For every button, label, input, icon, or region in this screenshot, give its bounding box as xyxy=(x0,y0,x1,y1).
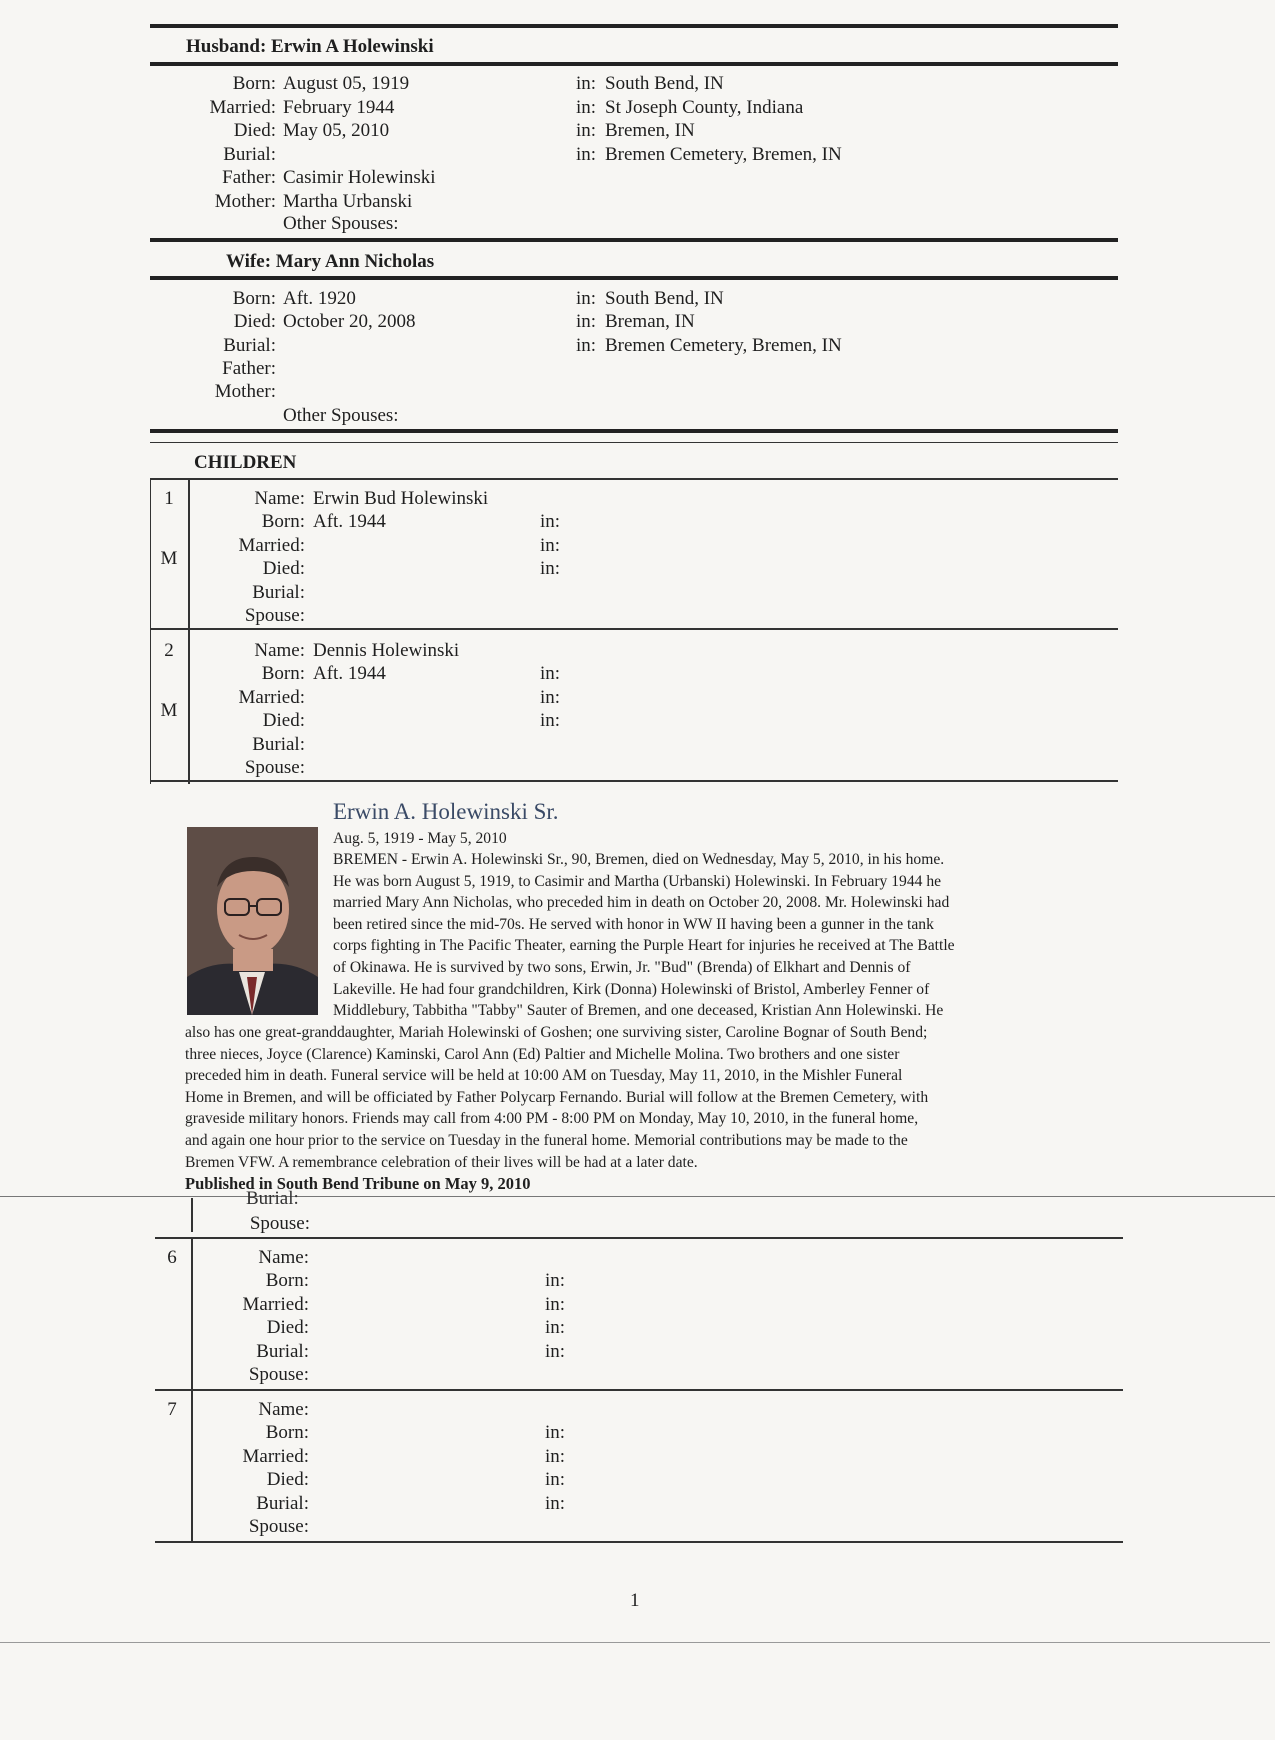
wife-field-value: Aft. 1920 xyxy=(283,288,356,309)
obituary-line: Home in Bremen, and will be officiated by Father Polycarp Fernando. Burial will follow at the Bremen Cemetery, with xyxy=(185,1088,929,1106)
husband-other-spouses-label: Other Spouses: xyxy=(283,213,399,234)
obituary-line: been retired since the mid-70s. He served with honor in WW II having been a gunner in the tank xyxy=(333,915,934,933)
husband-in-label: in: xyxy=(576,97,597,118)
child-name: Erwin Bud Holewinski xyxy=(313,488,489,509)
obituary-line: Lakeville. He had four grandchildren, Kirk (Donna) Holewinski of Bristol, Amberley Fenner of xyxy=(333,980,930,998)
obituary-line: of Okinawa. He is survived by two sons, Erwin, Jr. "Bud" (Brenda) of Elkhart and Dennis of xyxy=(333,958,911,976)
child-bottom-rule xyxy=(150,780,1118,782)
child-spouse-label: Spouse: xyxy=(244,605,305,626)
obituary-photo xyxy=(187,827,318,1015)
child-born: Aft. 1944 xyxy=(313,511,386,532)
obituary-line: preceded him in death. Funeral service will be held at 10:00 AM on Tuesday, May 11, 2010, in the Mishler Funeral xyxy=(185,1067,903,1085)
lower-child-in-label: in: xyxy=(545,1493,566,1514)
lower-child-in-label: in: xyxy=(545,1469,566,1490)
wife-name: Mary Ann Nicholas xyxy=(275,251,435,272)
children-heading: CHILDREN xyxy=(194,452,297,473)
obituary-text-lower xyxy=(185,1022,928,1173)
lower-child-burial-label: Burial: xyxy=(256,1341,309,1362)
husband-field-value: May 05, 2010 xyxy=(283,120,390,141)
lower-child-married-label: Married: xyxy=(242,1446,309,1467)
obituary-line: also has one great-granddaughter, Mariah Holewinski of Goshen; one surviving sister, Caroline Bognar of South Bend; xyxy=(185,1024,928,1041)
lower-child-name-label: Name: xyxy=(258,1399,309,1420)
obituary-line: Bremen VFW. A remembrance celebration of their lives will be had at a later date. xyxy=(185,1153,698,1171)
husband-field-value: February 1944 xyxy=(283,97,395,118)
child-in-label: in: xyxy=(540,511,561,532)
child-name-label: Name: xyxy=(254,640,305,661)
obituary-line: married Mary Ann Nicholas, who preceded him in death on October 20, 2008. Mr. Holewinski had xyxy=(333,894,950,912)
husband-field-label: Father: xyxy=(222,167,276,188)
cutoff-burial-label: Burial: xyxy=(246,1188,299,1209)
child-left-border xyxy=(150,480,151,632)
husband-place: Bremen, IN xyxy=(605,120,695,141)
child-died-label: Died: xyxy=(262,558,305,579)
lower-child-in-label: in: xyxy=(545,1270,566,1291)
husband-field-value: August 05, 1919 xyxy=(283,73,410,94)
husband-heading-label: Husband: xyxy=(186,36,267,57)
obituary-line: three nieces, Joyce (Clarence) Kaminski, Carol Ann (Ed) Paltier and Michelle Molina. Two brothers and one sister xyxy=(185,1045,900,1063)
child-name: Dennis Holewinski xyxy=(313,640,460,661)
wife-top-rule xyxy=(150,238,1118,242)
child-born: Aft. 1944 xyxy=(313,663,386,684)
child-in-label: in: xyxy=(540,558,561,579)
lower-child-in-label: in: xyxy=(545,1422,566,1443)
child-born-label: Born: xyxy=(261,663,305,684)
obituary-line: He was born August 5, 1919, to Casimir and Martha (Urbanski) Holewinski. In February 1944 he xyxy=(333,872,942,890)
lower-child-bottom-rule xyxy=(155,1389,1123,1391)
child-sex: M xyxy=(160,700,178,721)
lower-child-born-label: Born: xyxy=(265,1422,309,1443)
obituary-dates: Aug. 5, 1919 - May 5, 2010 xyxy=(333,830,507,847)
paper-overlap-edge xyxy=(0,1196,1275,1197)
obituary-line: corps fighting in The Pacific Theater, earning the Purple Heart for injuries he received at The Battle xyxy=(333,937,955,955)
partial-spouse-label: Spouse: xyxy=(249,1213,310,1234)
husband-in-label: in: xyxy=(576,120,597,141)
wife-heading-label: Wife: xyxy=(226,251,272,272)
wife-field-label: Mother: xyxy=(214,381,276,402)
child-sex: M xyxy=(160,548,178,569)
husband-field-label: Burial: xyxy=(223,144,276,165)
husband-field-value: Martha Urbanski xyxy=(283,191,413,212)
husband-field-label: Married: xyxy=(209,97,276,118)
bottom-edge-rule xyxy=(0,1642,1270,1643)
wife-in-label: in: xyxy=(576,335,597,356)
lower-child-in-label: in: xyxy=(545,1446,566,1467)
obituary-line: Middlebury, Tabbitha "Tabby" Sauter of Bremen, and one deceased, Kristian Ann Holewinski. He xyxy=(333,1002,944,1020)
lower-child-in-label: in: xyxy=(545,1294,566,1315)
husband-in-label: in: xyxy=(576,144,597,165)
child-died-label: Died: xyxy=(262,710,305,731)
child-burial-label: Burial: xyxy=(252,582,305,603)
lower-child-died-label: Died: xyxy=(266,1469,309,1490)
wife-other-spouses-label: Other Spouses: xyxy=(283,405,399,426)
lower-child-burial-label: Burial: xyxy=(256,1493,309,1514)
husband-place: Bremen Cemetery, Bremen, IN xyxy=(605,144,842,165)
child-bottom-rule xyxy=(150,628,1118,630)
wife-field-label: Died: xyxy=(233,311,276,332)
child-spouse-label: Spouse: xyxy=(244,757,305,778)
child-married-label: Married: xyxy=(238,687,305,708)
obituary-line: and again one hour prior to the service on Tuesday in the funeral home. Memorial contributions may be made to the xyxy=(185,1131,908,1149)
husband-field-value: Casimir Holewinski xyxy=(283,167,436,188)
entry-6-top-rule xyxy=(155,1237,1123,1239)
lower-child-in-label: in: xyxy=(545,1317,566,1338)
obituary-text-upper xyxy=(333,849,955,1022)
wife-rule xyxy=(150,276,1118,280)
child-name-label: Name: xyxy=(254,488,305,509)
top-rule xyxy=(150,24,1118,28)
wife-field-label: Burial: xyxy=(223,335,276,356)
obituary-line: BREMEN - Erwin A. Holewinski Sr., 90, Bremen, died on Wednesday, May 5, 2010, in his home. xyxy=(333,851,945,868)
husband-place: South Bend, IN xyxy=(605,73,724,94)
child-number: 1 xyxy=(164,488,174,509)
lower-child-married-label: Married: xyxy=(242,1294,309,1315)
husband-heading xyxy=(186,36,434,58)
obituary-published-line: Published in South Bend Tribune on May 9, 2010 xyxy=(185,1174,531,1193)
child-in-label: in: xyxy=(540,710,561,731)
obituary-title: Erwin A. Holewinski Sr. xyxy=(333,799,559,824)
husband-name: Erwin A Holewinski xyxy=(271,36,434,57)
child-in-label: in: xyxy=(540,535,561,556)
wife-field-label: Born: xyxy=(232,288,276,309)
lower-child-in-label: in: xyxy=(545,1341,566,1362)
children-top-thin-rule xyxy=(150,442,1118,443)
lower-child-bottom-rule xyxy=(155,1541,1123,1543)
child-number: 2 xyxy=(164,640,174,661)
husband-field-label: Mother: xyxy=(214,191,276,212)
husband-in-label: in: xyxy=(576,73,597,94)
children-heading-rule xyxy=(150,478,1118,480)
lower-child-number: 7 xyxy=(167,1399,177,1420)
lower-child-name-label: Name: xyxy=(258,1247,309,1268)
child-in-label: in: xyxy=(540,687,561,708)
lower-child-spouse-label: Spouse: xyxy=(248,1516,309,1537)
wife-heading xyxy=(226,251,434,273)
page-number: 1 xyxy=(630,1590,640,1611)
husband-rule xyxy=(150,62,1118,66)
lower-child-born-label: Born: xyxy=(265,1270,309,1291)
lower-child-spouse-label: Spouse: xyxy=(248,1364,309,1385)
child-married-label: Married: xyxy=(238,535,305,556)
child-in-label: in: xyxy=(540,663,561,684)
wife-in-label: in: xyxy=(576,311,597,332)
wife-place: Breman, IN xyxy=(605,311,695,332)
obituary-line: graveside military honors. Friends may call from 4:00 PM - 8:00 PM on Monday, May 10, 2010, in the funeral home, xyxy=(185,1110,919,1128)
husband-place: St Joseph County, Indiana xyxy=(605,97,804,118)
children-top-rule xyxy=(150,429,1118,433)
wife-place: Bremen Cemetery, Bremen, IN xyxy=(605,335,842,356)
wife-field-value: October 20, 2008 xyxy=(283,311,416,332)
child-born-label: Born: xyxy=(261,511,305,532)
wife-field-label: Father: xyxy=(222,358,276,379)
child-burial-label: Burial: xyxy=(252,734,305,755)
husband-field-label: Died: xyxy=(233,120,276,141)
child-left-border xyxy=(150,632,151,784)
wife-place: South Bend, IN xyxy=(605,288,724,309)
lower-child-died-label: Died: xyxy=(266,1317,309,1338)
wife-in-label: in: xyxy=(576,288,597,309)
husband-field-label: Born: xyxy=(232,73,276,94)
lower-child-number: 6 xyxy=(167,1247,177,1268)
